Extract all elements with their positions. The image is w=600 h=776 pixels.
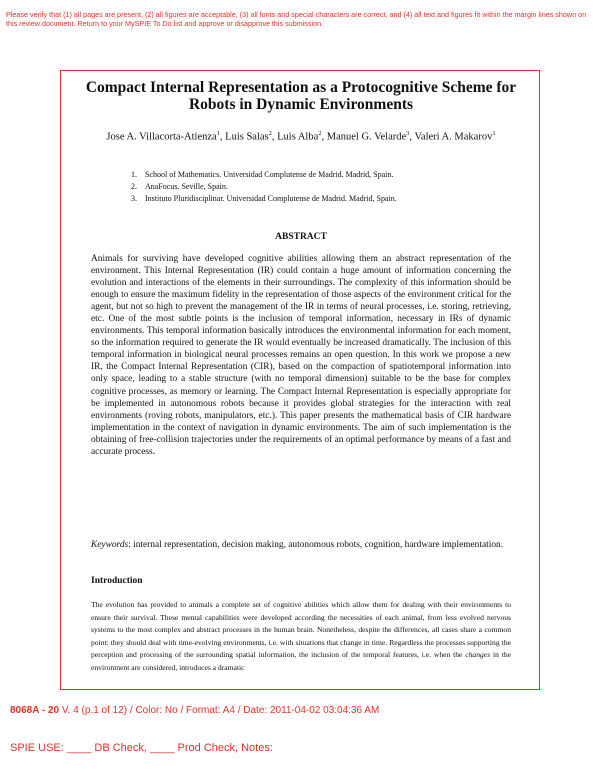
author-affiliation-mark: 3 xyxy=(406,130,410,137)
affiliation-text: AnaFocus. Seville, Spain. xyxy=(145,182,228,191)
spie-use-line: SPIE USE: ____ DB Check, ____ Prod Check, Notes: xyxy=(10,742,273,754)
review-margin-frame xyxy=(60,70,540,690)
submission-meta: V. 4 (p.1 of 12) / Color: No / Format: A4 / Date: 2011-04-02 03:04:36 AM xyxy=(59,705,380,716)
author-name: Luis Alba xyxy=(277,131,319,143)
author-affiliation-mark: 2 xyxy=(318,130,322,137)
affiliation-number: 2. xyxy=(131,182,137,191)
paper-title: Compact Internal Representation as a Protocognitive Scheme for Robots in Dynamic Environments xyxy=(85,79,517,113)
author-affiliation-mark: 1 xyxy=(216,130,220,137)
author-list: Jose A. Villacorta-Atienza$^1$, Luis Salas$^2$, Luis Alba$^2$, Manuel G. Velarde$^3$, Valeri A. Makarov$^1$ xyxy=(106,130,496,143)
author-affiliation-mark: 1 xyxy=(492,130,496,137)
affiliation-text: Instituto Pluridisciplinar. Universidad Complutense de Madrid. Madrid, Spain. xyxy=(145,194,397,203)
review-notice: Please verify that (1) all pages are present, (2) all figures are acceptable, (3) all fonts and special characters are correct, and (4) all text and figures fit within the margin lines shown on this review document. Return to your MySPIE To Do list and approve or disapprove this submission. xyxy=(6,10,587,28)
author-name: Valeri A. Makarov xyxy=(414,131,493,143)
submission-info xyxy=(10,705,379,716)
affiliation-item xyxy=(131,169,491,181)
author-affiliation-mark: 2 xyxy=(268,130,272,137)
introduction-heading: Introduction xyxy=(91,576,143,586)
intro-italic-word: changes xyxy=(465,650,491,660)
keywords-label: Keywords xyxy=(91,540,129,550)
author-name: Jose A. Villacorta-Atienza xyxy=(106,131,217,143)
author-name: Manuel G. Velarde xyxy=(326,131,407,143)
affiliation-number: 1. xyxy=(131,170,137,179)
paper-id: 8068A - 20 xyxy=(10,705,60,716)
intro-text-part: in the environment are considered, introduces a dramatic xyxy=(91,650,511,672)
intro-text-part: The evolution has provided to animals a complete set of cognitive abilities which allow them for dealing with their environments to ensure their survival. These mental capabilities were developed according the necessities of each animal, from less evolved nervous systems to the most complex and abstract processes in the human brain. Nonetheless, despite the differences, all cases share a common point: they should deal with time-evolving environments, i.e. with situations that change in time. Regardless the processes supporting the perception and processing of the surrounding spatial information, the inclusion of the temporal features, i.e. when the xyxy=(91,600,511,660)
abstract-heading: ABSTRACT xyxy=(275,232,327,242)
affiliation-list xyxy=(131,169,491,205)
affiliation-item xyxy=(131,193,491,205)
affiliation-text: School of Mathematics. Universidad Complutense de Madrid. Madrid, Spain. xyxy=(145,170,394,179)
keywords xyxy=(91,539,511,551)
keywords-text: : internal representation, decision making, autonomous robots, cognition, hardware implementation. xyxy=(128,540,504,550)
author-name: Luis Salas xyxy=(225,131,269,143)
affiliation-item xyxy=(131,181,491,193)
introduction-text xyxy=(91,599,511,675)
abstract-text: Animals for surviving have developed cognitive abilities allowing them an abstract representation of the environment. This Internal Representation (IR) could contain a huge amount of information concerning the evolution and interactions of the elements in their surroundings. The complexity of this information should be enough to ensure the maximum fidelity in the representation of those aspects of the environment critical for the agent, but not so high to prevent the management of the IR in terms of neural processes, i.e. storing, retrieving, etc. One of the most subtle points is the inclusion of temporal information, necessary in IRs of dynamic environments. This temporal information basically introduces the environmental information for each moment, so the information required to generate the IR would eventually be increased dramatically. The inclusion of this temporal information in biological neural processes remains an open question. In this work we propose a new IR, the Compact Internal Representation (CIR), based on the compaction of spatiotemporal information into only space, leading to a stable structure (with no temporal dimension) suitable to be the base for complex cognitive processes, as memory or learning. The Compact Internal Representation is especially appropriate for be implemented in autonomous robots because it provides global strategies for the interaction with real environments (roving robots, manipulators, etc.). This paper presents the mathematical basis of CIR hardware implementation in the context of navigation in dynamic environments. The aim of such implementation is the obtaining of free-collision trajectories under the requirements of an optimal performance by means of a fast and accurate process. xyxy=(91,254,511,457)
affiliation-number: 3. xyxy=(131,194,137,203)
